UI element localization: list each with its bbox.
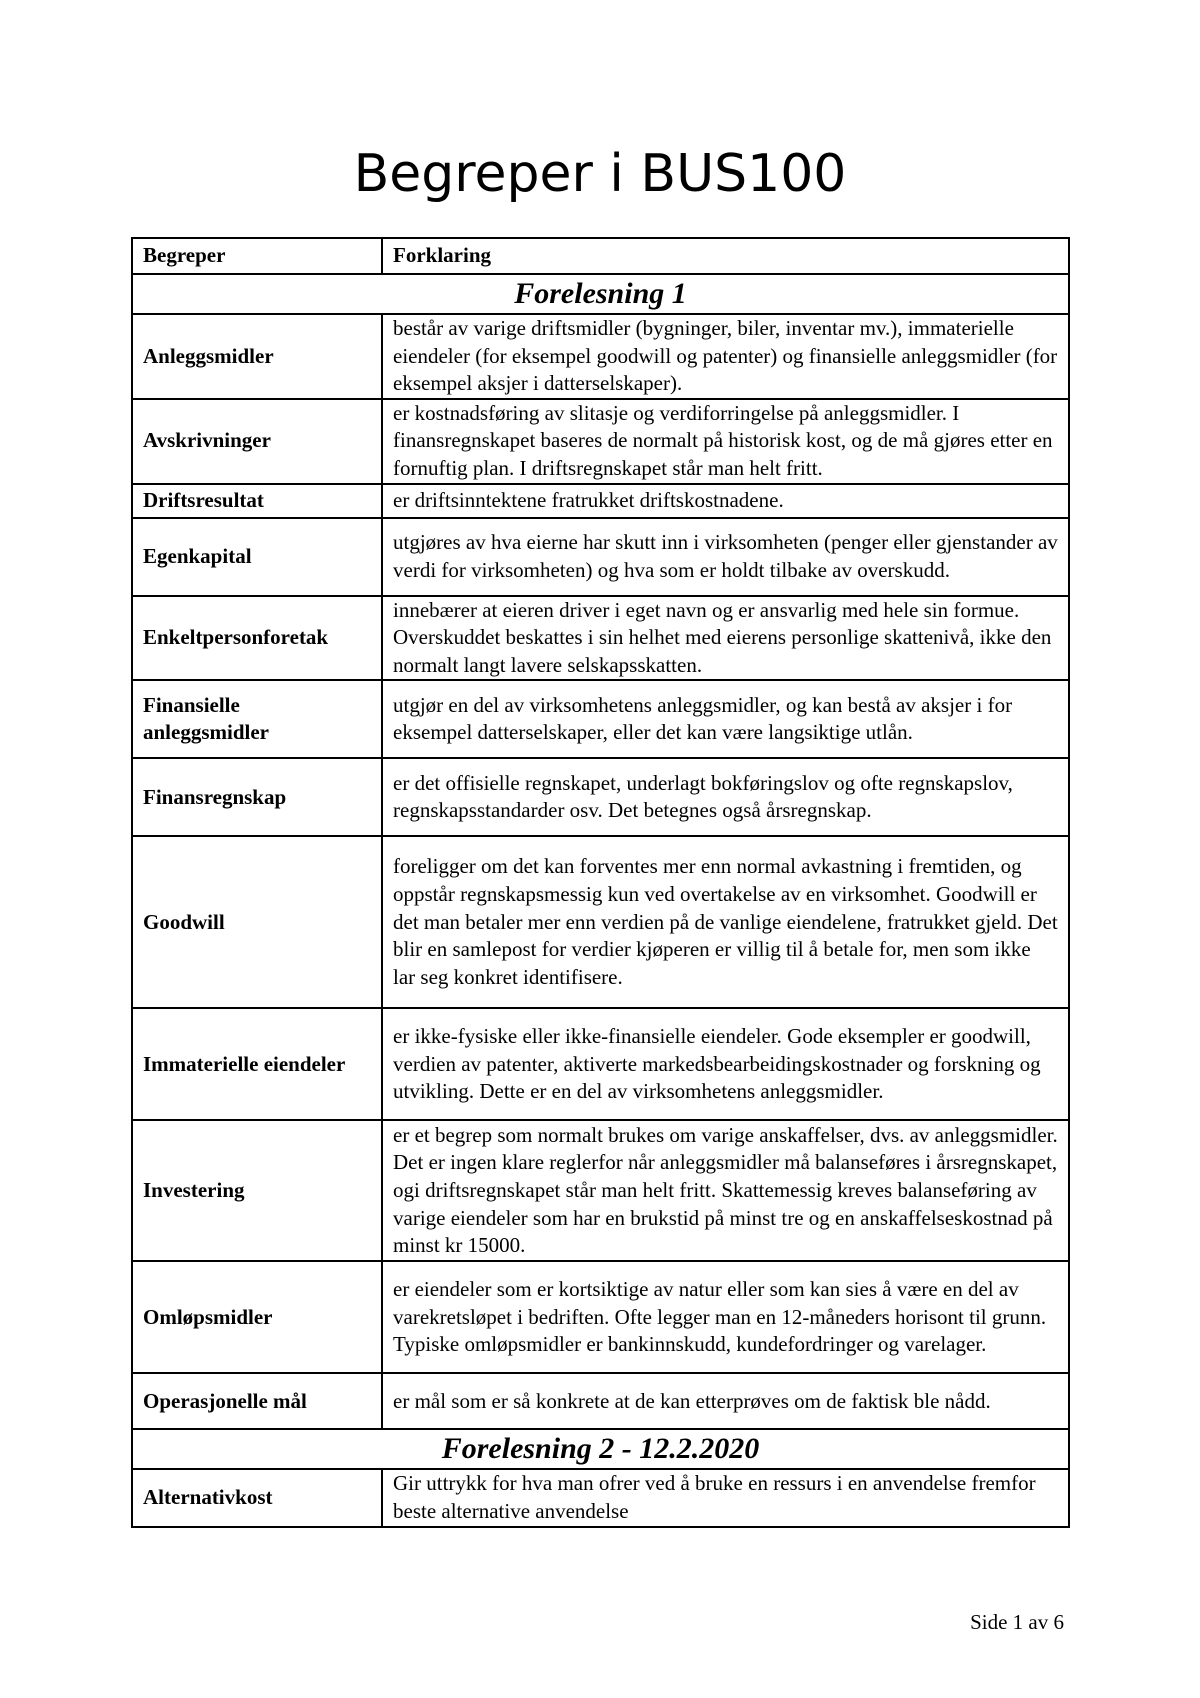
term-cell: Anleggsmidler (132, 314, 382, 399)
table-row (132, 399, 1069, 484)
explanation-cell: er driftsinntektene fratrukket driftskostnadene. (382, 484, 1069, 518)
explanation-cell: er kostnadsføring av slitasje og verdiforringelse på anleggsmidler. I finansregnskapet baseres de normalt på historisk kost, og de må gjøres etter en fornuftig plan. I driftsregnskapet står man helt fritt. (382, 399, 1069, 484)
explanation-cell: utgjør en del av virksomhetens anleggsmidler, og kan bestå av aksjer i for eksempel datterselskaper, eller det kan være langsiktige utlån. (382, 680, 1069, 758)
table-row (132, 1120, 1069, 1261)
section-heading-row (132, 274, 1069, 314)
table-row (132, 1373, 1069, 1429)
table-row (132, 596, 1069, 681)
table-row (132, 518, 1069, 596)
table-row (132, 758, 1069, 836)
table-row (132, 1469, 1069, 1526)
page-title: Begreper i BUS100 (353, 144, 847, 204)
term-cell: Operasjonelle mål (132, 1373, 382, 1429)
term-cell: Avskrivninger (132, 399, 382, 484)
explanation-cell: utgjøres av hva eierne har skutt inn i virksomheten (penger eller gjenstander av verdi for virksomheten) og hva som er holdt tilbake av overskudd. (382, 518, 1069, 596)
explanation-cell: er det offisielle regnskapet, underlagt bokføringslov og ofte regnskapslov, regnskapsstandarder osv. Det betegnes også årsregnskap. (382, 758, 1069, 836)
term-cell: Enkeltpersonforetak (132, 596, 382, 681)
term-cell: Alternativkost (132, 1469, 382, 1526)
explanation-cell: er mål som er så konkrete at de kan etterprøves om de faktisk ble nådd. (382, 1373, 1069, 1429)
table-row (132, 680, 1069, 758)
term-cell: Omløpsmidler (132, 1261, 382, 1373)
header-explanation: Forklaring (382, 238, 1069, 274)
term-cell: Immaterielle eiendeler (132, 1008, 382, 1120)
explanation-cell: er et begrep som normalt brukes om varige anskaffelser, dvs. av anleggsmidler. Det er ingen klare reglerfor når anleggsmidler må balanseføres i årsregnskapet, ogi driftsregnskapet står man helt fritt. Skattemessig kreves balanseføring av varige eiendeler som har en brukstid på minst tre og en anskaffelseskostnad på minst kr 15000. (382, 1120, 1069, 1261)
explanation-cell: Gir uttrykk for hva man ofrer ved å bruke en ressurs i en anvendelse fremfor beste alternative anvendelse (382, 1469, 1069, 1526)
term-cell: Finansregnskap (132, 758, 382, 836)
term-cell: Investering (132, 1120, 382, 1261)
term-cell: Egenkapital (132, 518, 382, 596)
term-cell: Finansielle anleggsmidler (132, 680, 382, 758)
explanation-cell: består av varige driftsmidler (bygninger, biler, inventar mv.), immaterielle eiendeler (for eksempel goodwill og patenter) og finansielle anleggsmidler (for eksempel aksjer i datterselskaper). (382, 314, 1069, 399)
term-cell: Goodwill (132, 836, 382, 1008)
page-number: Side 1 av 6 (970, 1610, 1064, 1634)
term-cell: Driftsresultat (132, 484, 382, 518)
table-row (132, 1261, 1069, 1373)
table-row (132, 314, 1069, 399)
section-heading: Forelesning 1 (132, 274, 1069, 314)
header-row (132, 238, 1069, 274)
table-row (132, 836, 1069, 1008)
header-term: Begreper (132, 238, 382, 274)
section-heading-row (132, 1429, 1069, 1469)
terms-table (131, 237, 1070, 1528)
table-row (132, 484, 1069, 518)
table-row (132, 1008, 1069, 1120)
explanation-cell: er ikke-fysiske eller ikke-finansielle eiendeler. Gode eksempler er goodwill, verdien av patenter, aktiverte markedsbearbeidingskostnader og forskning og utvikling. Dette er en del av virksomhetens anleggsmidler. (382, 1008, 1069, 1120)
section-heading: Forelesning 2 - 12.2.2020 (132, 1429, 1069, 1469)
explanation-cell: innebærer at eieren driver i eget navn og er ansvarlig med hele sin formue. Overskuddet beskattes i sin helhet med eierens personlige skattenivå, ikke den normalt langt lavere selskapsskatten. (382, 596, 1069, 681)
explanation-cell: er eiendeler som er kortsiktige av natur eller som kan sies å være en del av varekretsløpet i bedriften. Ofte legger man en 12-måneders horisont til grunn. Typiske omløpsmidler er bankinnskudd, kundefordringer og varelager. (382, 1261, 1069, 1373)
explanation-cell: foreligger om det kan forventes mer enn normal avkastning i fremtiden, og oppstår regnskapsmessig kun ved overtakelse av en virksomhet. Goodwill er det man betaler mer enn verdien på de vanlige eiendelene, fratrukket gjeld. Det blir en samlepost for verdier kjøperen er villig til å betale for, men som ikke lar seg konkret identifisere. (382, 836, 1069, 1008)
